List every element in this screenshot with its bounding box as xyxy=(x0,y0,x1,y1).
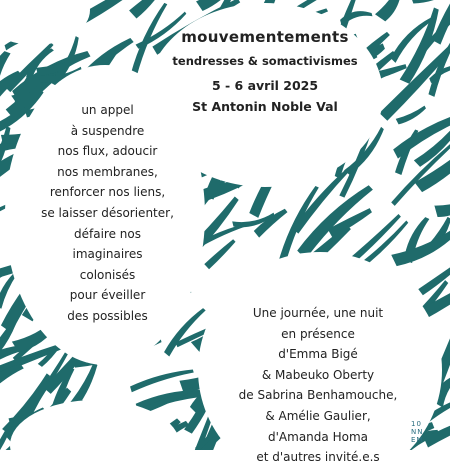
guests-text xyxy=(218,303,418,468)
appeal-text xyxy=(20,100,195,327)
brushstroke xyxy=(411,0,450,7)
guest-line: Une journée, une nuit xyxy=(252,306,384,320)
brushstroke xyxy=(339,7,373,26)
brushstroke xyxy=(434,197,450,218)
appeal-line: nos membranes, xyxy=(57,164,158,179)
guest-line: & Mabeuko Oberty xyxy=(261,367,375,382)
brushstroke xyxy=(418,257,450,295)
poster-subtitle: tendresses & somactivismes xyxy=(172,54,358,68)
guest-line: & Amélie Gaulier, xyxy=(265,408,371,423)
appeal-line: nos flux, adoucir xyxy=(57,144,158,159)
appeal-line: un appel xyxy=(81,103,134,117)
guest-line: en présence xyxy=(281,326,355,341)
brushstroke xyxy=(204,238,236,269)
stamp-line: 10 xyxy=(411,420,422,428)
appeal-line: colonisés xyxy=(79,267,136,282)
guest-line: et d'autres invité.e.s xyxy=(256,450,380,465)
event-location: St Antonin Noble Val xyxy=(192,99,338,114)
appeal-line: des possibles xyxy=(67,308,148,323)
guest-line: d'Emma Bigé xyxy=(278,347,358,362)
brushstroke xyxy=(375,0,405,22)
publisher-stamp xyxy=(411,420,423,444)
appeal-line: défaire nos xyxy=(74,226,141,241)
stamp-line: EM xyxy=(411,436,424,444)
poster-title: mouvementements xyxy=(181,28,349,46)
guest-line: d'Amanda Homa xyxy=(268,429,368,444)
stamp-line: NN xyxy=(411,428,424,436)
guest-line: de Sabrina Benhamouche, xyxy=(238,388,398,403)
appeal-line: imaginaires xyxy=(72,247,143,262)
appeal-line: pour éveiller xyxy=(69,288,146,303)
event-date: 5 - 6 avril 2025 xyxy=(211,78,319,93)
appeal-line: se laisser désorienter, xyxy=(41,205,174,220)
appeal-line: renforcer nos liens, xyxy=(49,185,166,200)
appeal-line: à suspendre xyxy=(70,123,145,138)
